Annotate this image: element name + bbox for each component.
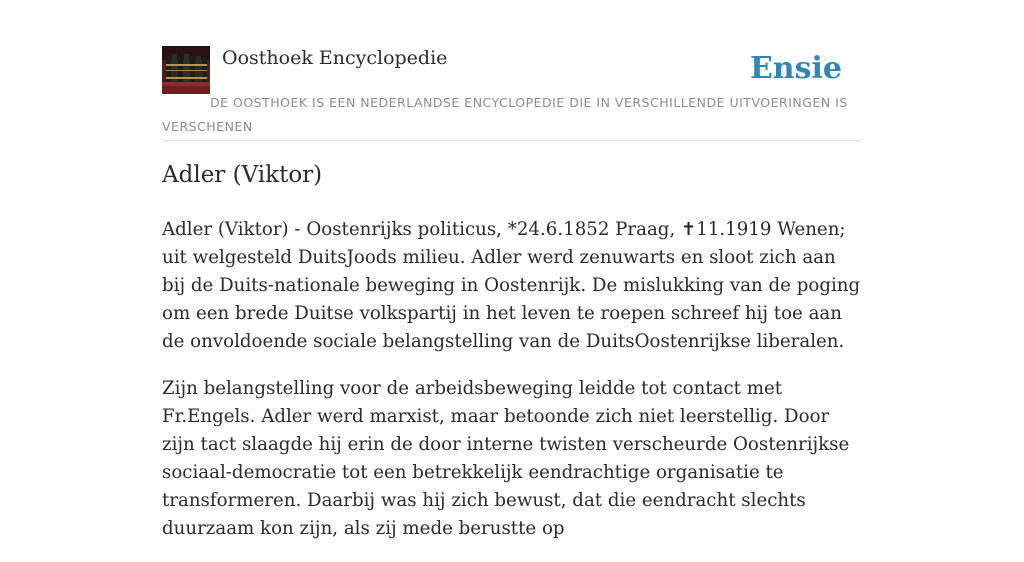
site-header: [162, 46, 862, 141]
article-title: Adler (Viktor): [162, 162, 323, 188]
article-paragraph: Adler (Viktor) - Oostenrijks politicus, *24.6.1852 Praag, ✝11.1919 Wenen; uit welgesteld DuitsJoods milieu. Adler werd zenuwarts en sloot zich aan bij de Duits-nationale beweging in Oostenrijk. De mislukking van de poging om een brede Duitse volkspartij in het leven te roepen schreef hij toe aan de onvoldoende sociale belangstelling van de DuitsOostenrijkse liberalen.: [162, 219, 861, 352]
article-content: [162, 216, 864, 562]
bookshelf-avatar-icon[interactable]: [162, 46, 210, 94]
article-paragraph: Zijn belangstelling voor de arbeidsbeweging leidde tot contact met Fr.Engels. Adler werd marxist, maar betoonde zich niet leerstellig. Door zijn tact slaagde hij erin de door interne twisten verscheurde Oostenrijkse sociaal-democratie tot een betrekkelijk eendrachtige organisatie te transformeren. Daarbij was hij zich bewust, dat die eendracht slechts duurzaam kon zijn, als zij mede berustte op: [162, 378, 850, 539]
site-name[interactable]: Oosthoek Encyclopedie: [222, 47, 448, 69]
site-tagline: DE OOSTHOEK IS EEN NEDERLANDSE ENCYCLOPEDIE DIE IN VERSCHILLENDE UITVOERINGEN IS VERSCHENEN: [162, 95, 848, 134]
bookshelf-image: [162, 46, 210, 94]
brand-logo[interactable]: Ensie: [749, 51, 842, 86]
